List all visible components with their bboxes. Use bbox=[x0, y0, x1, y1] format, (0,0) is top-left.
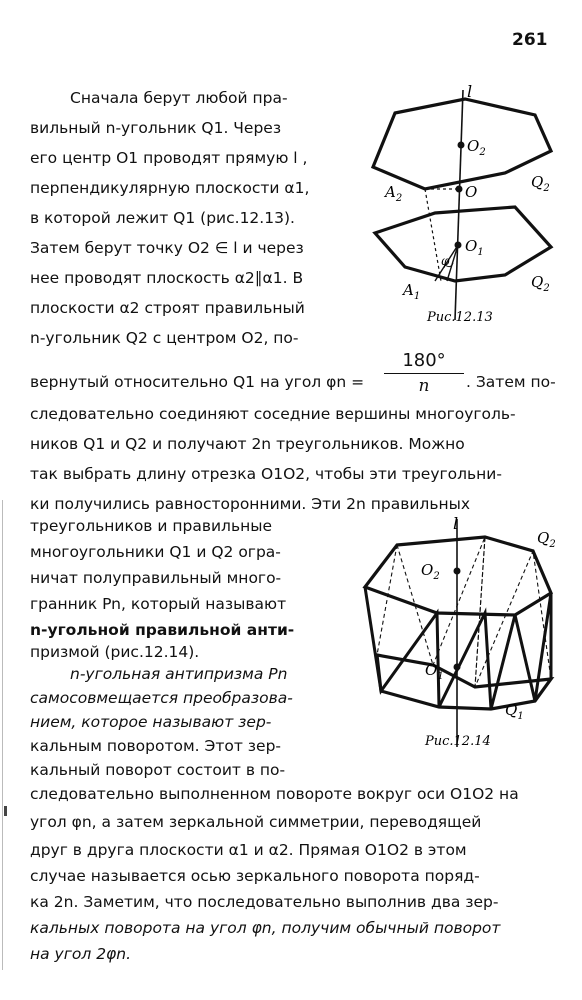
figure-12-13 bbox=[355, 85, 575, 335]
text-line: кальный поворот состоит в по- bbox=[30, 761, 286, 779]
fraction-numerator: 180° bbox=[402, 350, 446, 371]
text-line: ки получились равносторонними. Эти 2n правильных bbox=[30, 495, 470, 513]
polygon-q1-bottom bbox=[375, 207, 551, 281]
text-line: в которой лежит Q1 (рис.12.13). bbox=[30, 209, 295, 227]
antiprism-hidden-edges bbox=[377, 537, 551, 687]
text-line: многоугольники Q1 и Q2 огра- bbox=[30, 543, 281, 561]
figure-caption-12-14: Рис.12.14 bbox=[425, 734, 491, 749]
margin-tick bbox=[4, 806, 7, 816]
fraction-180-over-n bbox=[384, 350, 464, 396]
text-line: нее проводят плоскость α2∥α1. В bbox=[30, 269, 304, 287]
point-o2 bbox=[458, 142, 465, 149]
figure-caption-12-13: Рис.12.13 bbox=[427, 310, 493, 325]
point-o1 bbox=[454, 664, 461, 671]
text-line: ка 2n. Заметим, что последовательно выполнив два зер- bbox=[30, 893, 499, 911]
text-line: кальным поворотом. Этот зер- bbox=[30, 737, 282, 755]
label-q2-bottom: $Q_2$ bbox=[531, 273, 550, 294]
text-line: n-угольник Q2 с центром O2, по- bbox=[30, 329, 299, 347]
axis-l bbox=[455, 90, 463, 320]
label-q2-top: $Q_2$ bbox=[531, 173, 550, 194]
figure-12-14 bbox=[355, 515, 575, 755]
text-line: плоскости α2 строят правильный bbox=[30, 299, 305, 317]
fraction-bar bbox=[384, 373, 464, 374]
text-line: треугольников и правильные bbox=[30, 517, 272, 535]
label-o1: $O_1$ bbox=[465, 237, 484, 258]
text-line: призмой (рис.12.14). bbox=[30, 643, 200, 661]
dashed-a2-a1 bbox=[425, 189, 441, 281]
text-line: нием, которое называют зер- bbox=[30, 713, 272, 731]
label-q2: $Q_2$ bbox=[537, 529, 556, 550]
text-line: n-угольной правильной анти- bbox=[30, 621, 295, 639]
text-line: так выбрать длину отрезка O1O2, чтобы эти треугольни- bbox=[30, 465, 502, 483]
label-o: O bbox=[465, 183, 478, 201]
text-line: самосовмещается преобразова- bbox=[30, 689, 293, 707]
label-o2: $O_2$ bbox=[421, 561, 440, 582]
point-o bbox=[456, 186, 463, 193]
text-line: Сначала берут любой пра- bbox=[70, 89, 288, 107]
text-line: Затем берут точку O2 ∈ l и через bbox=[30, 239, 304, 257]
text-line: ничат полуправильный много- bbox=[30, 569, 282, 587]
text-line: друг в друга плоскости α1 и α2. Прямая O1O2 в этом bbox=[30, 841, 467, 859]
label-a2: $A_2$ bbox=[385, 183, 403, 204]
text-line: вернутый относительно Q1 на угол φn = bbox=[30, 373, 365, 391]
text-line: следовательно соединяют соседние вершины многоуголь- bbox=[30, 405, 516, 423]
hidden-edge-b bbox=[475, 537, 485, 687]
polygon-q2 bbox=[365, 537, 551, 615]
label-phi: φ bbox=[441, 254, 450, 268]
text-line: гранник Pn, который называют bbox=[30, 595, 287, 613]
point-o2 bbox=[454, 568, 461, 575]
text-line: угол φn, а затем зеркальной симметрии, переводящей bbox=[30, 813, 482, 831]
label-l: l bbox=[453, 515, 459, 533]
point-o1 bbox=[455, 242, 462, 249]
text-line: . Затем по- bbox=[466, 373, 556, 391]
text-line: ников Q1 и Q2 и получают 2n треугольников. Можно bbox=[30, 435, 465, 453]
text-line: перпендикулярную плоскости α1, bbox=[30, 179, 310, 197]
text-line: следовательно выполненном повороте вокруг оси O1O2 на bbox=[30, 785, 519, 803]
margin-rule bbox=[2, 500, 3, 970]
page-number: 261 bbox=[512, 30, 548, 50]
fraction-denominator: n bbox=[418, 376, 430, 396]
label-o2: $O_2$ bbox=[467, 137, 486, 158]
antiprism-front-edges bbox=[365, 587, 551, 709]
label-a1: $A_1$ bbox=[403, 281, 421, 302]
text-line: вильный n-угольник Q1. Через bbox=[30, 119, 282, 137]
text-line: на угол 2φn. bbox=[30, 945, 132, 963]
text-line: его центр O1 проводят прямую l , bbox=[30, 149, 308, 167]
label-o1: $O_1$ bbox=[425, 661, 444, 682]
text-line: случае называется осью зеркального поворота поряд- bbox=[30, 867, 480, 885]
label-l: l bbox=[467, 85, 473, 101]
text-line: кальных поворота на угол φn, получим обычный поворот bbox=[30, 919, 501, 937]
label-q1: $Q_1$ bbox=[505, 701, 524, 722]
text-line: n-угольная антипризма Pn bbox=[70, 665, 288, 683]
